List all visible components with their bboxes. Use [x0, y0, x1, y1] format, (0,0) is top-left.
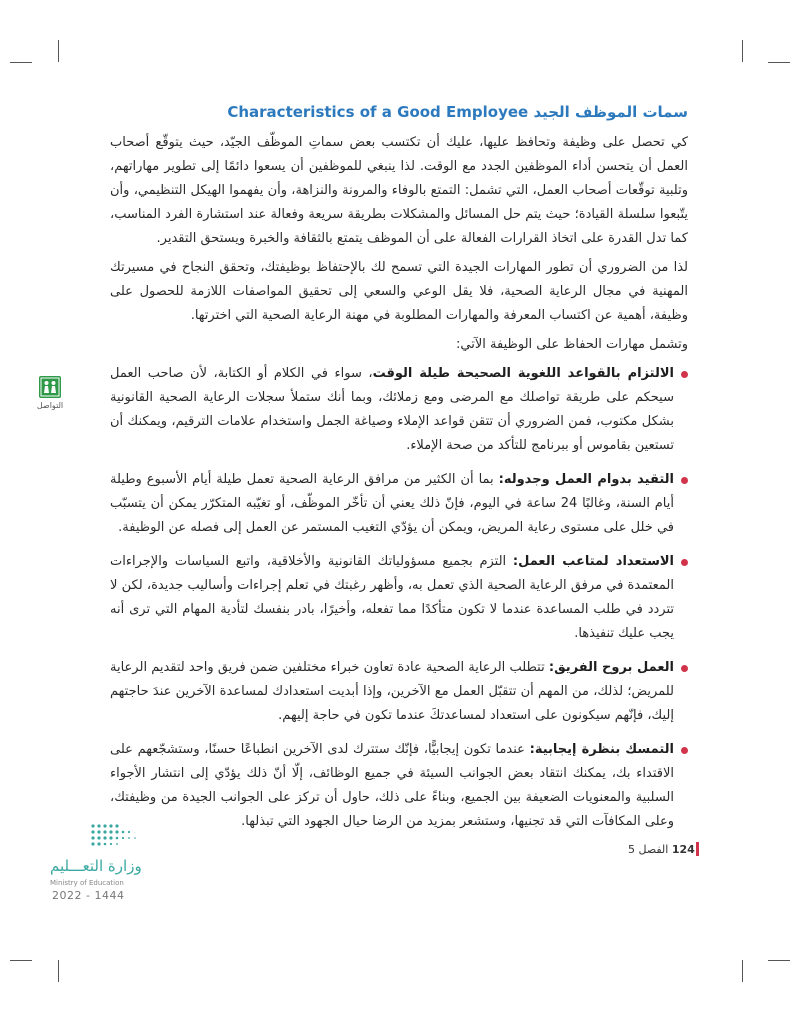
list-item-title: الاستعداد لمتاعب العمل:	[512, 554, 674, 569]
list-item	[110, 468, 688, 540]
list-item	[110, 550, 688, 646]
crop-mark	[10, 62, 32, 63]
ministry-logo-icon	[90, 823, 150, 847]
ministry-name-arabic: وزارة التعـــليم	[50, 857, 142, 875]
ministry-name-english: Ministry of Education	[50, 879, 124, 887]
crop-mark	[768, 960, 790, 961]
heading-arabic: سمات الموظف الجيد	[533, 103, 688, 121]
bullet-dot	[681, 477, 688, 484]
list-item-text: عندما تكون إيجابيًّا، فإنّك ستترك لدى الآخرين انطباعًا حسنًا، وستشجّعهم على الاقتداء بك، يمكنك انتقاد بعض الجوانب السيئة في جميع الوظائف، إلّا أنّ ذلك يؤدّي إلى انتشار الأجواء السلبية والمعنويات الضعيفة بين الجميع، وبناءً على ذلك، حاول أن تركز على الجوانب الجيدة من وظيفتك، وعلى المكافآت التي قد تجنيها، وستشعر بمزيد من الرضا حيال الجهود التي تبذلها.	[110, 742, 674, 829]
communication-label: التواصل	[36, 401, 64, 410]
page-number: 124	[671, 843, 695, 856]
bullet-dot	[681, 559, 688, 566]
list-item-title: التمسك بنظرة إيجابية:	[529, 742, 674, 757]
paragraph-skills: لذا من الضروري أن تطور المهارات الجيدة التي تسمح لك بالإحتفاظ بوظيفتك، وتحقق النجاح في مسيرتك المهنية في مجال الرعاية الصحية، فلا يقل الوعي والسعي إلى تحقيق المواصفات اللازمة للحصول على وظيفة، أهمية عن اكتساب المعرفة والمهارات المطلوبة في مهنة الرعاية الصحية التي اخترتها.	[110, 260, 688, 323]
bullet-dot	[681, 371, 688, 378]
list-item	[110, 738, 688, 834]
paragraph-intro: كي تحصل على وظيفة وتحافظ عليها، عليك أن تكتسب بعض سماتِ الموظّف الجيّد، حيث يتوقّع أصحاب العمل أن يتحسن أداء الموظفين الجدد مع الوقت. لذا ينبغي للموظفين أن يسعوا دائمًا إلى تطوير مهاراتهم، وتلبية توقّعات أصحاب العمل، التي تشمل: التمتع بالوفاء والمرونة والنزاهة، وأن يفهموا الهيكل التنظيمي، وأن يتّبعوا سلسلة القيادة؛ حيث يتم حل المسائل والمشكلات بطريقة سريعة وفعالة عند استشارة الفرد المناسب، كما تدل القدرة على اتخاذ القرارات الفعالة على أن الموظف يتمتع بالثقافة والخبرة ويستحق التقدير.	[110, 135, 688, 246]
list-item-title: العمل بروح الفريق:	[548, 660, 674, 675]
crop-mark	[768, 62, 790, 63]
list-item-text: التزم بجميع مسؤولياتك القانونية والأخلاقية، واتبع السياسات والإجراءات المعتمدة في مرفق الرعاية الصحية الذي تعمل به، وأظهر رغبتك في تعلم إجراءات وأساليب جديدة، لكن لا تتردد في طلب المساعدة عندما لا تكون متأكدًا مما تفعله، وأخيرًا، بادر بنفسك لتأدية المهام التي ترى أنه يجب عليك تنفيذها.	[110, 554, 674, 641]
page-footer	[628, 843, 695, 856]
list-item-text: ، سواء في الكلام أو الكتابة، لأن صاحب العمل سيحكم على طريقة تواصلك مع المرضى ومع زملائك، وبما أنك ستملأ سجلات الرعاية الصحية القانونية بشكل مكتوب، فمن الضروري أن تتقن قواعد الإملاء وصياغة الجمل واستخدام علامات الترقيم، ويمكنك أن تستعين بقاموس أو ببرنامج للتأكد من صحة الإملاء.	[110, 366, 674, 453]
crop-mark	[742, 960, 743, 982]
heading-english: Characteristics of a Good Employee	[227, 103, 529, 121]
section-heading	[190, 103, 688, 121]
chapter-label: الفصل 5	[628, 843, 669, 856]
communication-icon	[39, 376, 61, 398]
list-item	[110, 362, 688, 458]
edition-year: 2022 - 1444	[52, 889, 125, 902]
list-item-text: تتطلب الرعاية الصحية عادة تعاون خبراء مختلفين ضمن فريق واحد لتقديم الرعاية للمريض؛ لذلك، من المهم أن تتقبّل العمل مع الآخرين، وإذا أبديت استعدادك لمساعدة الآخرين عندَ حاجتهم إليك، فإنّهم سيكونون على استعداد لمساعدتكَ عندما تكون في حاجة إليهم.	[110, 660, 674, 723]
bullet-dot	[681, 665, 688, 672]
list-item-text: بما أن الكثير من مرافق الرعاية الصحية تعمل طيلة أيام الأسبوع وطيلة أيام السنة، وغالبًا 24 ساعة في اليوم، فإنّ ذلك يعني أن تأخّر الموظّف، أو تغيّبه المتكرّر يمكن أن يتسبّب في خلل على مستوى رعاية المريض، ويمكن أن يؤدّي التغيب المستمر عن العمل إلى فصله عن الوظيفة.	[110, 472, 674, 535]
footer-divider	[696, 842, 699, 856]
crop-mark	[10, 960, 32, 961]
list-item-title: الالتزام بالقواعد اللغوية الصحيحة طيلة الوقت	[372, 366, 674, 381]
crop-mark	[742, 40, 743, 62]
body-content	[110, 131, 688, 844]
list-item	[110, 656, 688, 728]
list-intro: وتشمل مهارات الحفاظ على الوظيفة الآتي:	[456, 337, 688, 352]
list-item-title: التقيد بدوام العمل وجدوله:	[498, 472, 674, 487]
crop-mark	[58, 960, 59, 982]
crop-mark	[58, 40, 59, 62]
bullet-dot	[681, 747, 688, 754]
